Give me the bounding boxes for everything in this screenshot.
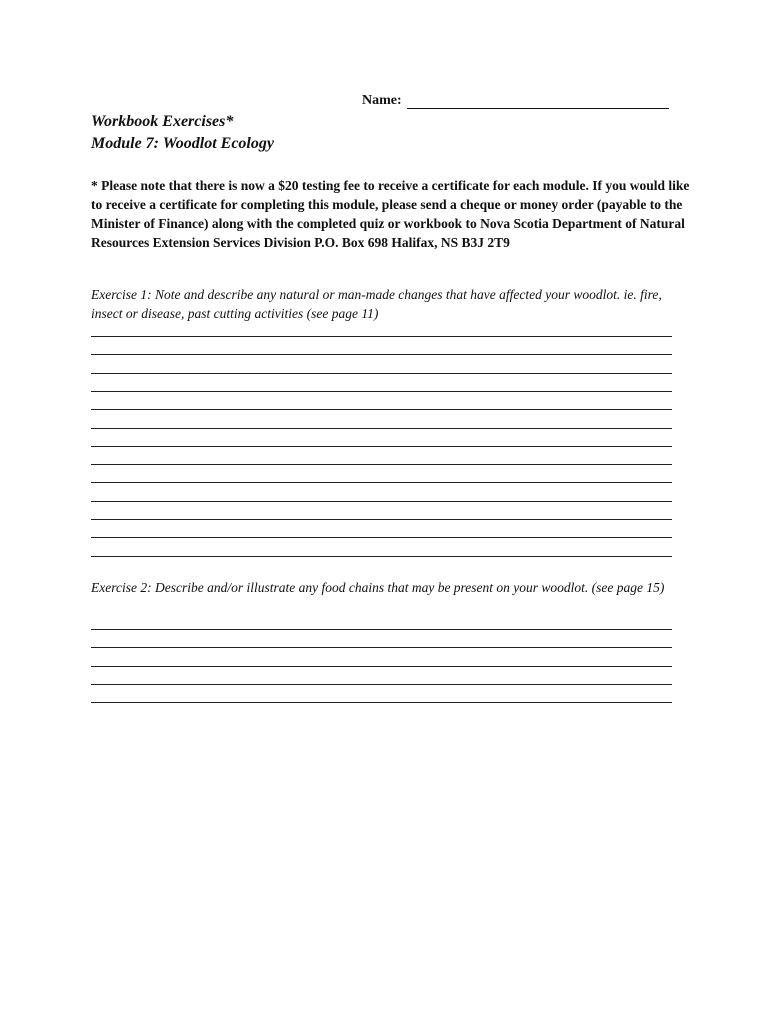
answer-line[interactable] [91, 537, 672, 538]
answer-line[interactable] [91, 647, 672, 648]
answer-line[interactable] [91, 629, 672, 630]
answer-line[interactable] [91, 336, 672, 337]
answer-line[interactable] [91, 666, 672, 667]
testing-fee-notice: * Please note that there is now a $20 testing fee to receive a certificate for each module. If you would like to receive a certificate for completing this module, please send a cheque or money order (payable to the Minister of Finance) along with the completed quiz or workbook to Nova Scotia Department of Natural Resources Extension Services Division P.O. Box 698 Halifax, NS B3J 2T9 [91, 178, 690, 250]
answer-line[interactable] [91, 391, 672, 392]
exercise-2-prompt: Exercise 2: Describe and/or illustrate any food chains that may be present on your woodlot. (see page 15) [91, 580, 665, 595]
answer-line[interactable] [91, 428, 672, 429]
module-title: Module 7: Woodlot Ecology [91, 135, 274, 152]
answer-line[interactable] [91, 464, 672, 465]
answer-line[interactable] [91, 501, 672, 502]
answer-line[interactable] [91, 373, 672, 374]
answer-line[interactable] [91, 519, 672, 520]
name-label: Name: [362, 93, 402, 108]
answer-line[interactable] [91, 482, 672, 483]
exercise-1-prompt: Exercise 1: Note and describe any natural or man-made changes that have affected your woodlot. ie. fire, insect or disease, past cutting activities (see page 11) [91, 287, 662, 321]
answer-line[interactable] [91, 409, 672, 410]
answer-line[interactable] [91, 446, 672, 447]
answer-line[interactable] [91, 556, 672, 557]
title-block [91, 111, 274, 155]
name-input-line[interactable] [407, 94, 669, 109]
answer-line[interactable] [91, 684, 672, 685]
workbook-title: Workbook Exercises* [91, 113, 234, 130]
name-field-row [362, 93, 669, 109]
answer-line[interactable] [91, 702, 672, 703]
answer-line[interactable] [91, 354, 672, 355]
